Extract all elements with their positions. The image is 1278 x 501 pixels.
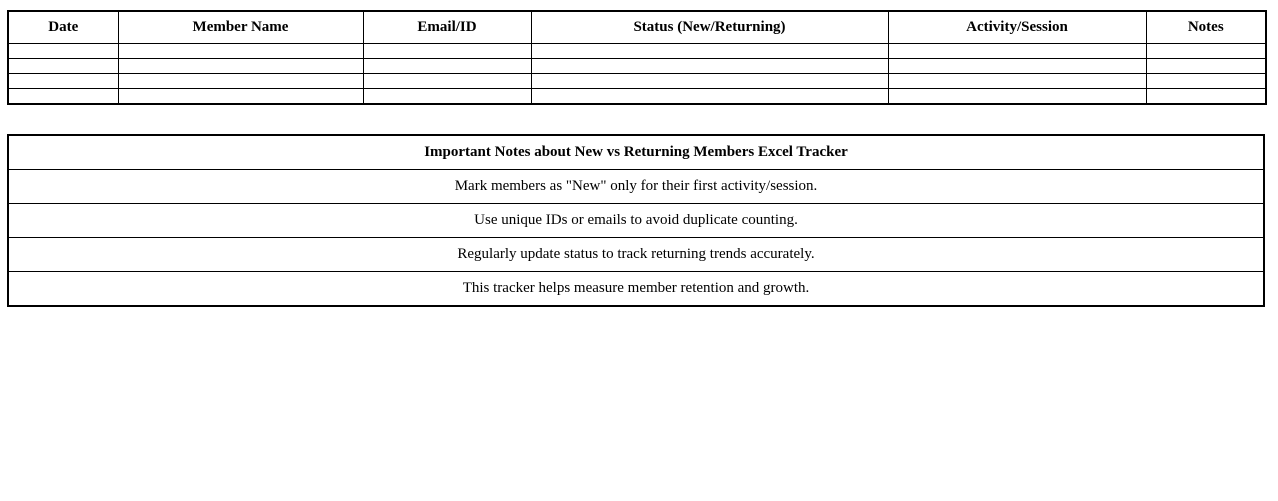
note-row [8, 204, 1264, 238]
tracker-empty-cell [1146, 74, 1266, 89]
tracker-empty-cell [118, 89, 363, 105]
tracker-empty-cell [888, 59, 1146, 74]
column-header-date: Date [8, 11, 118, 44]
tracker-empty-cell [118, 74, 363, 89]
column-header-status: Status (New/Returning) [531, 11, 888, 44]
tracker-empty-cell [118, 44, 363, 59]
note-row [8, 272, 1264, 307]
note-text: This tracker helps measure member retention and growth. [8, 272, 1264, 307]
column-header-activity-session: Activity/Session [888, 11, 1146, 44]
tracker-empty-row [8, 89, 1266, 105]
tracker-empty-cell [1146, 89, 1266, 105]
note-text: Use unique IDs or emails to avoid duplicate counting. [8, 204, 1264, 238]
notes-title-row [8, 135, 1264, 170]
tracker-table-header [8, 11, 1266, 44]
tracker-header-row [8, 11, 1266, 44]
note-text: Regularly update status to track returning trends accurately. [8, 238, 1264, 272]
tracker-empty-row [8, 74, 1266, 89]
note-text: Mark members as "New" only for their first activity/session. [8, 170, 1264, 204]
tracker-empty-cell [8, 74, 118, 89]
note-row [8, 238, 1264, 272]
notes-title: Important Notes about New vs Returning Members Excel Tracker [8, 135, 1264, 170]
tracker-empty-cell [8, 44, 118, 59]
notes-table-body [8, 135, 1264, 306]
tracker-table-body [8, 44, 1266, 105]
tracker-empty-cell [888, 74, 1146, 89]
tracker-empty-cell [1146, 59, 1266, 74]
tracker-empty-cell [363, 74, 531, 89]
tracker-empty-cell [531, 44, 888, 59]
tracker-empty-cell [363, 44, 531, 59]
tracker-empty-cell [1146, 44, 1266, 59]
tracker-empty-cell [531, 74, 888, 89]
tracker-empty-cell [8, 59, 118, 74]
tracker-empty-row [8, 44, 1266, 59]
tracker-empty-cell [888, 89, 1146, 105]
tracker-empty-cell [531, 89, 888, 105]
tracker-empty-cell [363, 89, 531, 105]
tracker-empty-cell [8, 89, 118, 105]
note-row [8, 170, 1264, 204]
tracker-empty-row [8, 59, 1266, 74]
important-notes-table [7, 134, 1265, 307]
column-header-notes: Notes [1146, 11, 1266, 44]
member-tracker-table [7, 10, 1267, 105]
column-header-email-id: Email/ID [363, 11, 531, 44]
tracker-empty-cell [531, 59, 888, 74]
column-header-member-name: Member Name [118, 11, 363, 44]
tracker-empty-cell [363, 59, 531, 74]
tracker-empty-cell [888, 44, 1146, 59]
tracker-empty-cell [118, 59, 363, 74]
